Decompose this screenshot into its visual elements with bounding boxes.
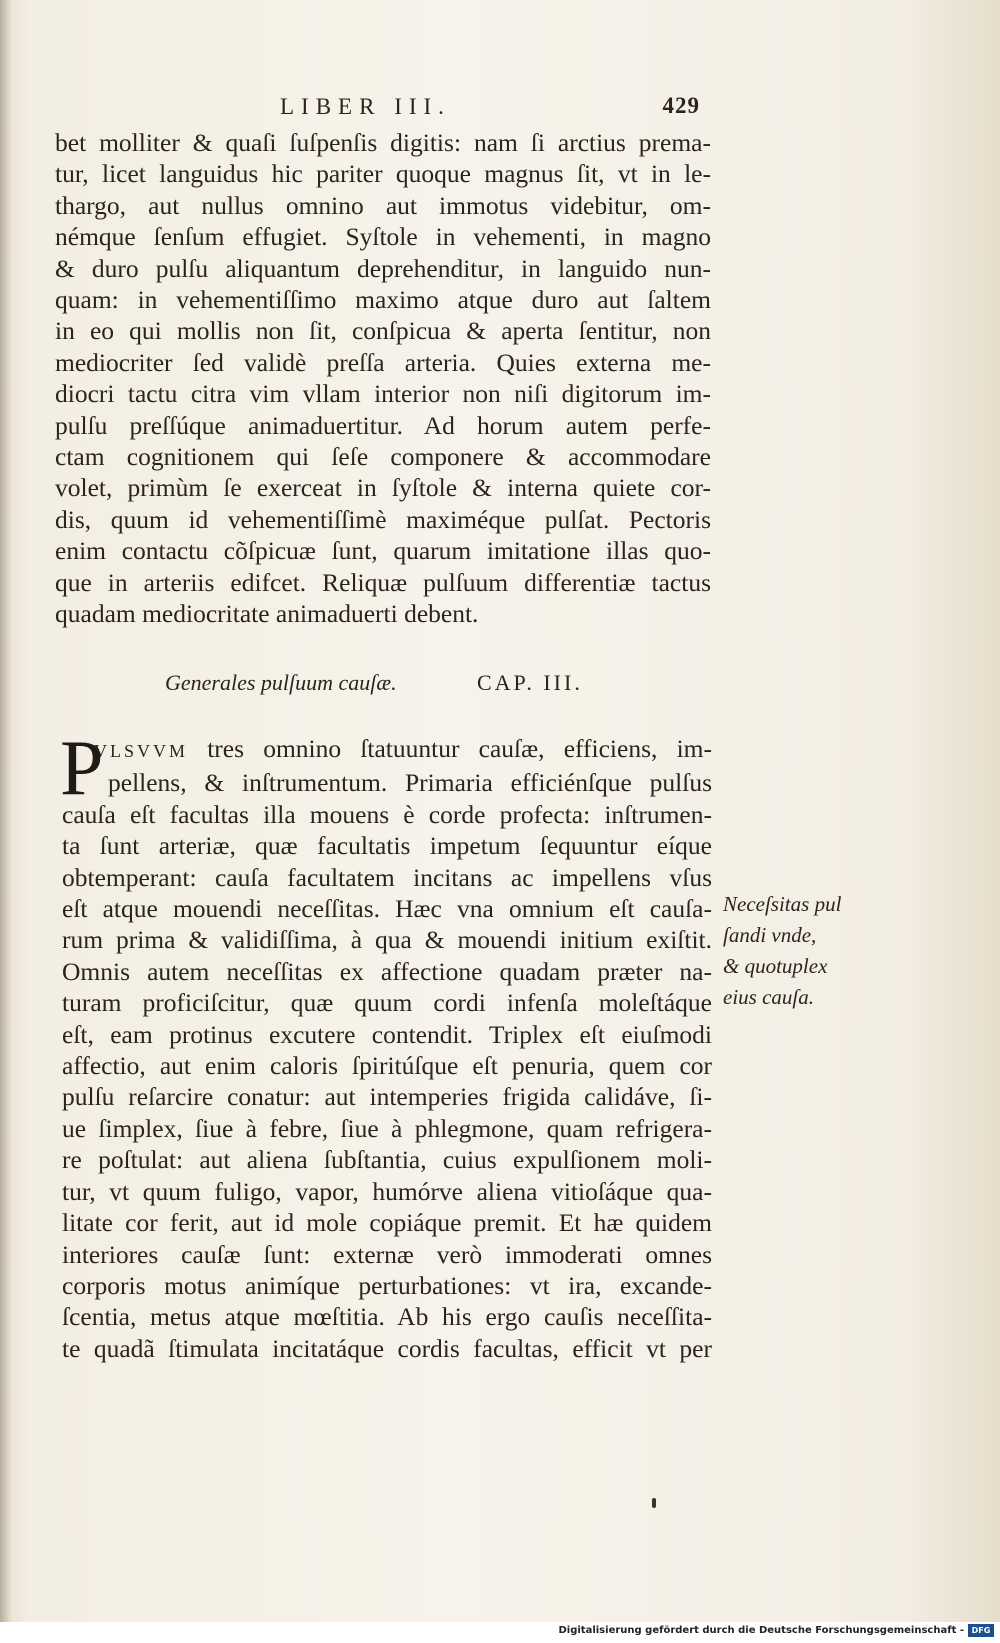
text-line: mediocriter ſed validè preſſa arteria. Quies externa me- xyxy=(55,347,711,377)
text-line: enim contactu cõſpicuæ ſunt, quarum imitatione illas quo- xyxy=(55,536,711,566)
text-line: pulſu reſarcire conatur: aut intemperies frigida calidáve, ſi- xyxy=(62,1082,712,1112)
text-line: quadam mediocritate animaduerti debent. xyxy=(55,599,479,629)
text-line: re poſtulat: aut aliena ſubſtantia, cuius expulſionem moli- xyxy=(62,1145,712,1175)
first-line-rest: tres omnino ſtatuuntur cauſæ, efficiens, im- xyxy=(188,734,712,763)
running-title: LIBER III. xyxy=(280,94,451,119)
text-line: pellens, & inſtrumentum. Primaria efficiénſque pulſus xyxy=(108,768,712,798)
text-line: affectio, aut enim caloris ſpiritúſque eſt penuria, quem cor xyxy=(62,1051,712,1081)
marginal-note xyxy=(723,889,873,1013)
chapter-number: CAP. III. xyxy=(477,670,583,695)
text-line: ta ſunt arteriæ, quæ facultatis impetum ſequuntur eíque xyxy=(62,831,712,861)
text-line: turam proficiſcitur, quæ quum cordi infenſa moleſtáque xyxy=(62,988,712,1018)
text-line: thargo, aut nullus omnino aut immotus videbitur, om- xyxy=(55,190,711,220)
marginal-note-line: eius cauſa. xyxy=(723,985,814,1009)
text-line: ſcentia, metus atque mœſtitia. Ab his ergo cauſis neceſſita- xyxy=(62,1302,712,1332)
text-line: Omnis autem neceſſitas ex affectione quadam præter na- xyxy=(62,956,712,986)
text-line: in eo qui mollis non ſit, conſpicua & aperta ſentitur, non xyxy=(55,316,711,346)
text-line: eſt, eam protinus excutere contendit. Triplex eſt eiuſmodi xyxy=(62,1019,712,1049)
marginal-note-line: ſandi vnde, xyxy=(723,923,817,947)
text-line: eſt atque mouendi neceſſitas. Hæc vna omnium eſt cauſa- xyxy=(62,894,712,924)
chapter-paragraph xyxy=(60,724,712,1364)
text-line: corporis motus animíque perturbationes: vt ira, excande- xyxy=(62,1270,712,1300)
text-line: & duro pulſu aliquantum deprehenditur, in languido nun- xyxy=(55,253,711,283)
page-number: 429 xyxy=(662,93,700,118)
running-header xyxy=(280,94,700,124)
text-line: te quadã ſtimulata incitatáque cordis facultas, efficit vt per xyxy=(62,1333,712,1363)
ink-mark xyxy=(652,1498,656,1508)
first-word-smallcaps: VLSVVM xyxy=(94,741,189,761)
text-line-first xyxy=(62,733,712,767)
text-line: ue ſimplex, ſiue à febre, ſiue à phlegmone, quam refrigera- xyxy=(62,1113,712,1143)
chapter-heading xyxy=(165,670,615,702)
text-line: dis, quum id vehementiſſimè maximéque pulſat. Pectoris xyxy=(55,504,711,534)
text-line: pulſu preſſúque animaduertitur. Ad horum autem perfe- xyxy=(55,410,711,440)
text-line: tur, vt quum fuligo, vapor, humórve aliena vitioſáque qua- xyxy=(62,1176,712,1206)
page-gutter-edge xyxy=(0,0,12,1643)
text-line: que in arteriis edifcet. Reliquæ pulſuum differentiæ tactus xyxy=(55,567,711,597)
text-line: interiores cauſæ ſunt: externæ verò immoderati omnes xyxy=(62,1239,712,1269)
text-line: obtemperant: cauſa facultatem incitans ac impellens vſus xyxy=(62,862,712,892)
text-line: ctam cognitionem qui ſeſe componere & accommodare xyxy=(55,442,711,472)
text-line: tur, licet languidus hic pariter quoque magnus ſit, vt in le- xyxy=(55,159,711,189)
text-line: quam: in vehementiſſimo maximo atque duro aut ſaltem xyxy=(55,285,711,315)
drop-cap-initial: P xyxy=(60,724,104,811)
text-line: némque ſenſum effugiet. Syſtole in vehementi, in magno xyxy=(55,222,711,252)
text-line: bet molliter & quaſi ſuſpenſis digitis: nam ſi arctius prema- xyxy=(55,128,711,157)
text-line: diocri tactu citra vim vllam interior non niſi digitorum im- xyxy=(55,379,711,409)
text-line: rum prima & validiſſima, à qua & mouendi initium exiſtit. xyxy=(62,925,712,955)
text-line: cauſa eſt facultas illa mouens è corde profecta: inſtrumen- xyxy=(62,799,712,829)
marginal-note-line: Neceſsitas pul xyxy=(723,892,842,916)
continued-paragraph xyxy=(55,127,711,630)
digitization-credit: Digitalisierung gefördert durch die Deutsche Forschungsgemeinschaft - xyxy=(558,1625,964,1636)
text-line: volet, primùm ſe exerceat in ſyſtole & interna quiete cor- xyxy=(55,473,711,503)
dfg-logo: DFG xyxy=(968,1624,994,1637)
chapter-title: Generales pulſuum cauſæ. xyxy=(165,670,397,695)
marginal-note-line: & quotuplex xyxy=(723,954,828,978)
text-line: litate cor ferit, aut id mole copiáque premit. Et hæ quidem xyxy=(62,1208,712,1238)
